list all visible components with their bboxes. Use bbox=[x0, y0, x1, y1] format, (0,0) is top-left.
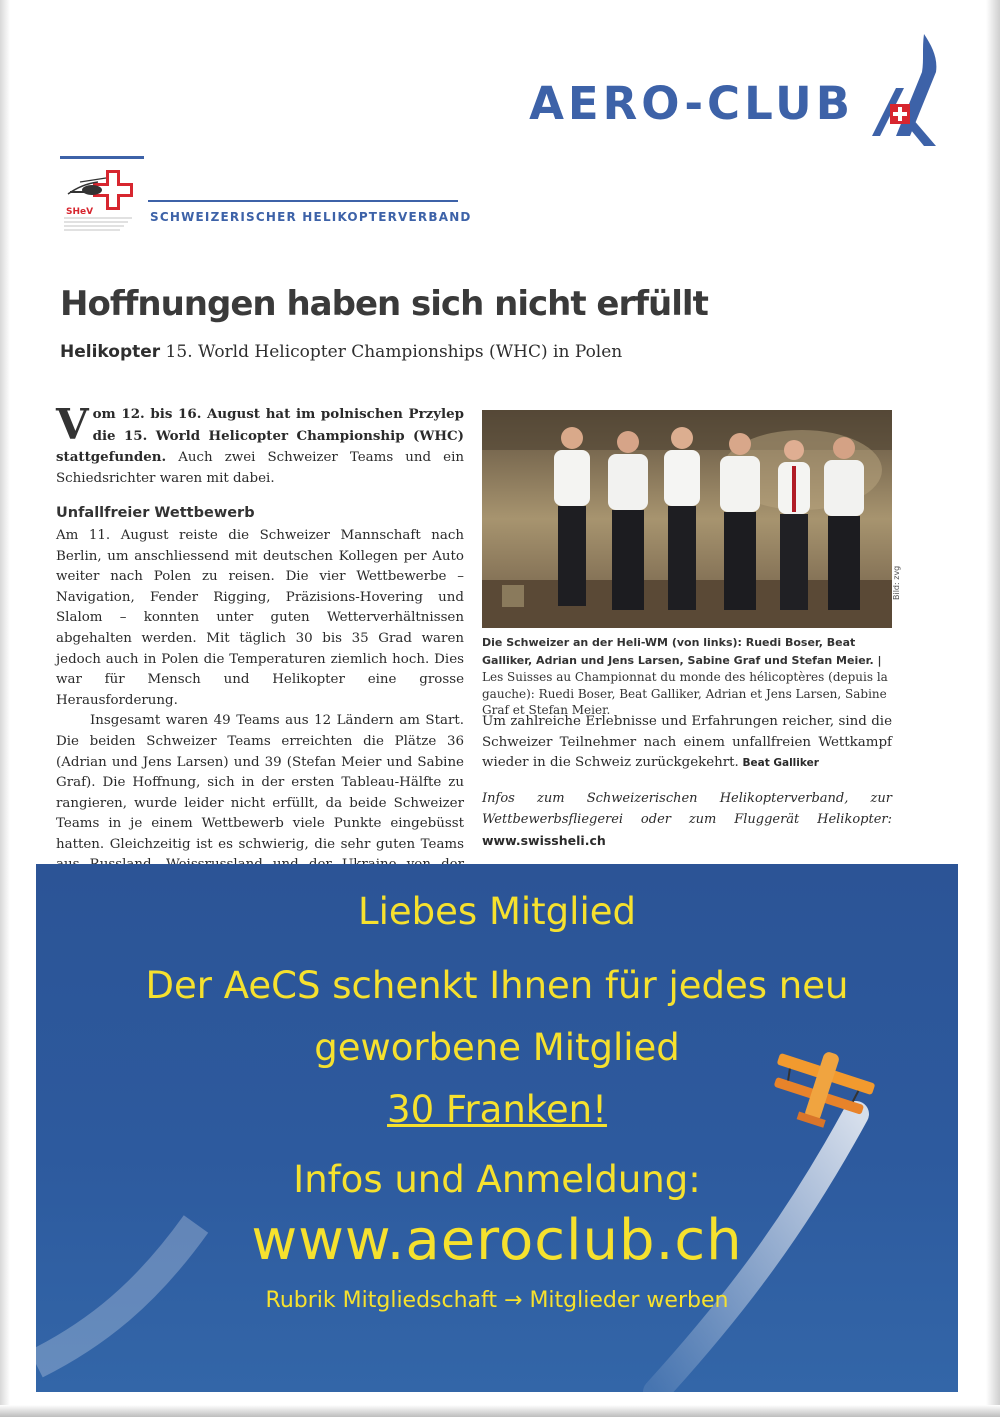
team-photo bbox=[482, 410, 892, 628]
page-edge-bottom bbox=[0, 1405, 1000, 1417]
aero-club-wordmark: AERO-CLUB bbox=[529, 76, 854, 130]
aero-club-emblem-icon bbox=[866, 28, 942, 148]
photo-caption bbox=[482, 634, 892, 719]
article-subhead-text: 15. World Helicopter Championships (WHC) in Polen bbox=[160, 342, 623, 362]
paragraph-3-text: Um zahlreiche Erlebnisse und Erfahrungen reicher, sind die Schweizer Teilnehmer nach einem unfallfreien Wettkampf wieder in die Schweiz zurückgekehrt. bbox=[482, 714, 892, 771]
ad-greeting: Liebes Mitglied bbox=[358, 890, 636, 933]
swissheli-link[interactable]: www.swissheli.ch bbox=[482, 832, 606, 848]
paragraph-1: Am 11. August reiste die Schweizer Mannschaft nach Berlin, um anschliessend mit deutschen Kollegen per Auto weiter nach Polen zu reisen. Die vier Wettbewerbe – Navigation, Fender Rigging, Präzisions-Hovering und Slalom – konnten unter guten Wetterverhältnissen abgehalten werden. Mit täglich 30 bis 35 Grad waren jedoch auch in Polen die Temperaturen ziemlich hoch. Dies war für Mensch und Helikopter eine grosse Herausforderung. bbox=[56, 527, 464, 708]
author: Beat Galliker bbox=[738, 757, 819, 770]
article-subhead bbox=[60, 342, 622, 362]
person-6 bbox=[824, 437, 864, 610]
shev-top-rule bbox=[60, 156, 144, 159]
article-kicker: Helikopter bbox=[60, 342, 161, 362]
info-note bbox=[482, 788, 892, 852]
article-intro bbox=[56, 400, 464, 489]
aero-club-logo bbox=[529, 28, 942, 148]
person-2 bbox=[608, 431, 648, 610]
photo-credit: Bild: zvg bbox=[892, 565, 901, 600]
article-left-column bbox=[56, 400, 464, 897]
ad-offer-line-1: Der AeCS schenkt Ihnen für jedes neu bbox=[145, 964, 849, 1007]
membership-ad bbox=[36, 864, 958, 1392]
team-photo-illustration bbox=[482, 410, 892, 628]
person-4 bbox=[720, 433, 760, 610]
ad-amount: 30 Franken! bbox=[387, 1088, 607, 1131]
section-title: Unfallfreier Wettbewerb bbox=[56, 505, 255, 522]
article-right-column bbox=[482, 712, 892, 852]
shev-header bbox=[58, 156, 478, 236]
paragraph-2: Insgesamt waren 49 Teams aus 12 Ländern am Start. Die beiden Schweizer Teams erreichten die Plätze 36 (Adrian und Jens Larsen) und 39 (Stefan Meier und Sabine Graf). Die Hoffnung, sich in der ersten Tableau-Hälfte zu rangieren, wurde leider nicht erfüllt, da beide Schweizer Teams in je einem Wettbewerb viele Punkte eingebüsst hatten. Gleichzeitig ist es schwierig, die sehr guten Teams bbox=[56, 713, 464, 852]
ad-info-label: Infos und Anmeldung: bbox=[293, 1158, 701, 1201]
intro-rest: Auch zwei Schweizer Teams und ein Schiedsrichter waren mit dabei. bbox=[56, 450, 464, 486]
shev-logo-icon bbox=[62, 162, 140, 234]
info-text: Infos zum Schweizerischen Helikopterverband, zur Wettbewerbsfliegerei oder zum Fluggerät Helikopter: bbox=[482, 790, 892, 827]
page-edge-left bbox=[0, 0, 10, 1417]
caption-french: Les Suisses au Championnat du monde des hélicoptères (depuis la gauche): Ruedi Boser, Beat Galliker, Adrian et Jens Larsen, Sabine Graf et Stefan Meier. bbox=[482, 670, 888, 718]
shev-bottom-rule bbox=[148, 200, 458, 202]
caption-bold: Die Schweizer an der Heli-WM (von links): Ruedi Boser, Beat Galliker, Adrian und Jens Larsen, Sabine Graf und Stefan Meier. | bbox=[482, 636, 882, 667]
drop-cap: V bbox=[56, 400, 89, 449]
person-5 bbox=[778, 440, 810, 610]
person-3 bbox=[664, 427, 700, 610]
page-edge-right bbox=[986, 0, 1000, 1417]
shev-name: SCHWEIZERISCHER HELIKOPTERVERBAND bbox=[150, 210, 472, 224]
article-headline: Hoffnungen haben sich nicht erfüllt bbox=[60, 284, 708, 324]
paragraph-3 bbox=[482, 712, 892, 774]
person-1 bbox=[554, 427, 590, 606]
intro-bold: om 12. bis 16. August hat im polnischen Przylep die 15. World Helicopter Championship (WHC) stattgefunden. bbox=[56, 406, 464, 466]
aeroclub-link[interactable]: www.aeroclub.ch bbox=[251, 1208, 743, 1273]
ad-path-hint: Rubrik Mitgliedschaft → Mitglieder werben bbox=[265, 1288, 729, 1313]
shev-short-label: SHeV bbox=[66, 207, 94, 217]
ad-offer-line-2: geworbene Mitglied bbox=[314, 1026, 680, 1069]
